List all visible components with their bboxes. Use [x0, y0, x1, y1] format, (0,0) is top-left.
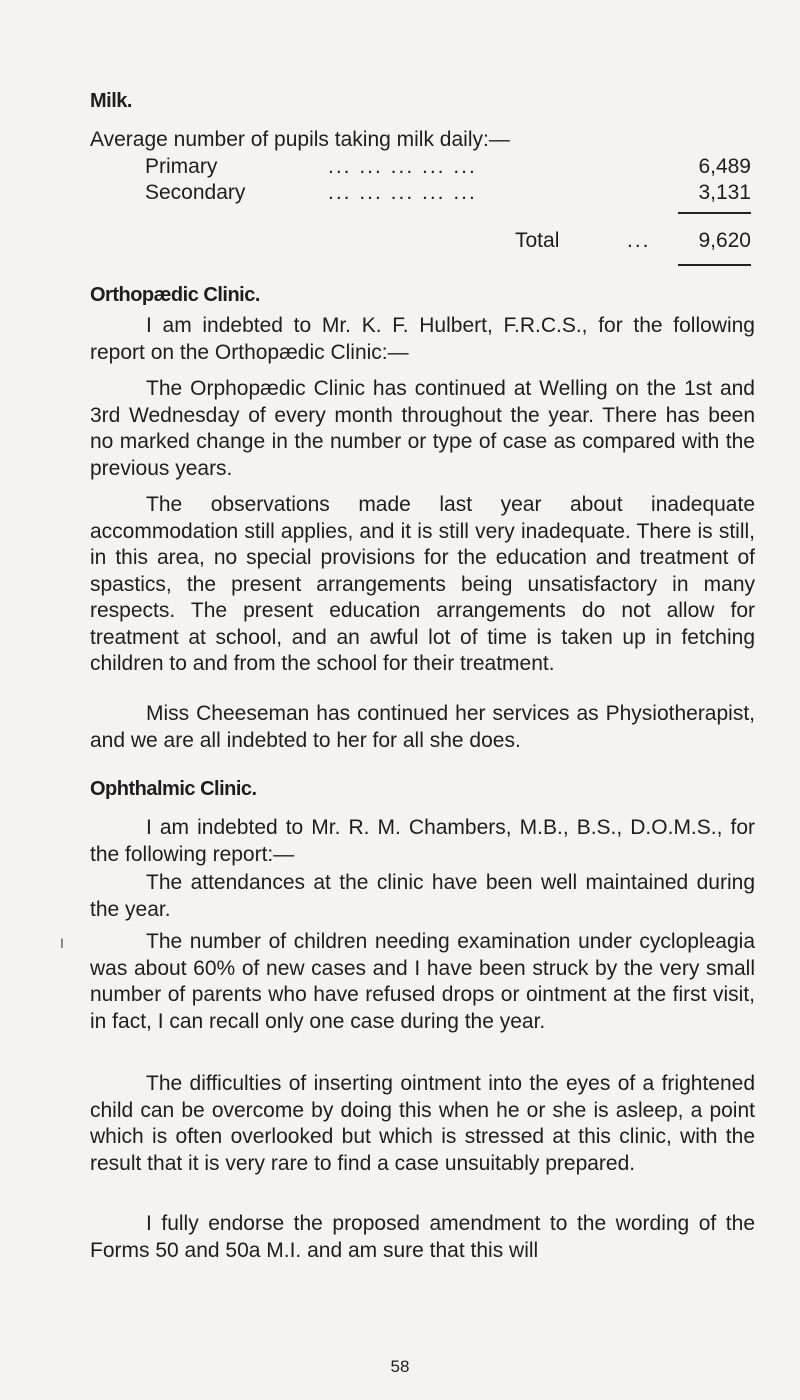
paragraph: The attendances at the clinic have been well maintained during the year. [90, 871, 755, 921]
milk-row-value: 6,489 [698, 155, 751, 178]
paragraph: The observations made last year about inadequate accommodation still applies, and it is still very inadequate. There is still, in this area, no special provisions for the education and treatment of spastics, the present arrangements being unsatisfactory in many respects. The present education arrangements do not allow for treatment at school, and an awful lot of time is taken up in fetching children to and from the school for their treatment. [90, 493, 755, 675]
paragraph: I fully endorse the proposed amendment to the wording of the Forms 50 and 50a M.I. and am sure that this will [90, 1212, 755, 1262]
leader-dots: ... [627, 229, 651, 252]
milk-row-label: Secondary [145, 181, 246, 204]
milk-row-label: Primary [145, 155, 218, 178]
milk-row-primary [145, 155, 751, 181]
leader-dots: ... ... ... ... ... [328, 155, 477, 178]
milk-row-value: 3,131 [698, 181, 751, 204]
milk-heading: Milk. [90, 90, 132, 112]
margin-mark: I [60, 935, 64, 951]
paragraph: The difficulties of inserting ointment into the eyes of a frightened child can be overcome by doing this when he or she is asleep, a point which is often overlooked but which is stressed at this clinic, with the result that it is very rare to find a case unsuitably prepared. [90, 1072, 755, 1175]
paragraph: I am indebted to Mr. K. F. Hulbert, F.R.C.S., for the following report on the Orthopædic Clinic:— [90, 314, 755, 364]
orthopaedic-heading: Orthopædic Clinic. [90, 284, 260, 306]
milk-row-secondary [145, 181, 751, 207]
leader-dots: ... ... ... ... ... [328, 181, 477, 204]
paragraph: Miss Cheeseman has continued her services as Physiotherapist, and we are all indebted to her for all she does. [90, 702, 755, 752]
paragraph: The number of children needing examination under cyclopleagia was about 60% of new cases and I have been struck by the very small number of parents who have refused drops or ointment at the first visit, in fact, I can recall only one case during the year. [90, 930, 755, 1033]
milk-intro: Average number of pupils taking milk daily:— [90, 128, 510, 151]
total-label: Total [515, 229, 560, 252]
sum-rule-bottom [678, 264, 751, 266]
sum-rule-top [678, 212, 751, 214]
page-number: 58 [390, 1357, 410, 1376]
paragraph: I am indebted to Mr. R. M. Chambers, M.B., B.S., D.O.M.S., for the following report:— [90, 816, 755, 866]
ophthalmic-heading: Ophthalmic Clinic. [90, 778, 257, 800]
paragraph: The Orphopædic Clinic has continued at Welling on the 1st and 3rd Wednesday of every month throughout the year. There has been no marked change in the number or type of case as compared with the previous years. [90, 377, 755, 480]
total-value: 9,620 [698, 229, 751, 252]
